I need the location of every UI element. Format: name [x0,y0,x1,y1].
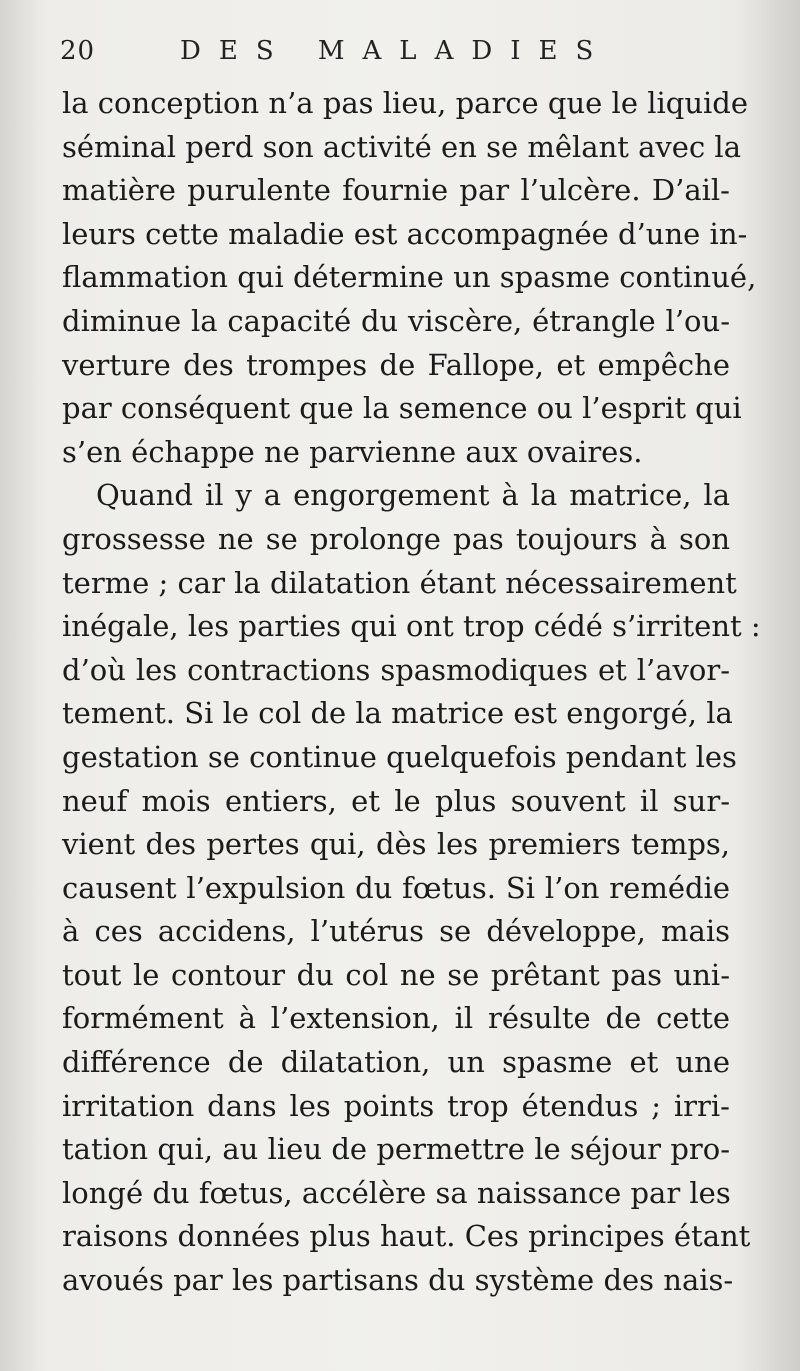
text-line: gestation se continue quelquefois pendant les [62,739,737,774]
text-line: séminal perd son activité en se mêlant avec la [62,129,741,164]
text-line: verture des trompes de Fallope, et empêche [62,347,730,382]
text-line: à ces accidens, l’utérus se développe, mais [62,914,730,949]
page-number: 20 [60,36,96,66]
running-title: DES MALADIES [180,36,612,66]
running-head [60,36,750,80]
text-line: neuf mois entiers, et le plus souvent il sur- [62,783,730,818]
paragraph-end-line: s’en échappe ne parvienne aux ovaires. [62,434,643,469]
text-line: avoués par les partisans du système des nais- [62,1263,734,1298]
text-line: la conception n’a pas lieu, parce que le liquide [62,86,749,120]
text-line: tation qui, au lieu de permettre le séjour pro- [62,1132,730,1167]
text-line: d’où les contractions spasmodiques et l’avor- [62,652,730,687]
text-line: irritation dans les points trop étendus ; irri- [62,1088,730,1123]
text-line: différence de dilatation, un spasme et une [62,1045,730,1080]
text-line: formément à l’extension, il résulte de cette [62,1001,730,1036]
text-line: vient des pertes qui, dès les premiers temps, [62,827,730,862]
text-line: longé du fœtus, accélère sa naissance par les [62,1175,731,1210]
text-line: par conséquent que la semence ou l’esprit qui [62,391,742,426]
paragraph-start-line: Quand il y a engorgement à la matrice, la [96,478,730,513]
text-line: leurs cette maladie est accompagnée d’une in- [62,216,748,251]
text-line: matière purulente fournie par l’ulcère. D’ail- [62,173,730,208]
body-text [62,82,761,1303]
text-line: tout le contour du col ne se prêtant pas uni- [62,957,730,992]
text-line: grossesse ne se prolonge pas toujours à son [62,521,730,556]
text-line: causent l’expulsion du fœtus. Si l’on remédie [62,870,730,905]
text-line: inégale, les parties qui ont trop cédé s’irritent : [62,609,761,644]
text-line: diminue la capacité du viscère, étrangle l’ou- [62,303,730,338]
text-line: tement. Si le col de la matrice est engorgé, la [62,696,733,731]
text-line: flammation qui détermine un spasme continué, [62,260,757,295]
text-line: terme ; car la dilatation étant nécessairement [62,565,737,600]
text-line: raisons données plus haut. Ces principes étant [62,1219,751,1254]
